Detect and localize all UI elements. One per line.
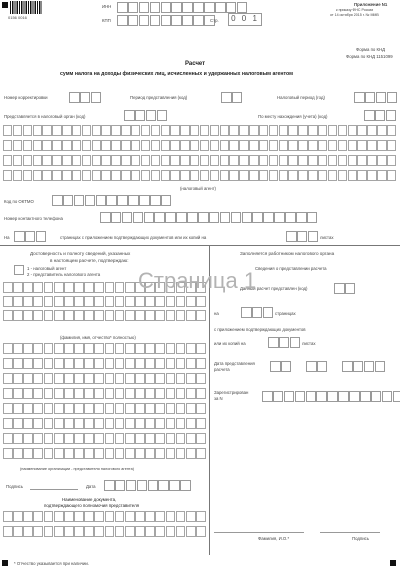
confirm-heading-1: Достоверность и полноту сведений, указанных: [30, 251, 131, 256]
appendix-sub2: от 14 октября 2015 г. № ММВ: [330, 13, 379, 17]
official-sign-line: [320, 532, 380, 533]
section-divider: [0, 245, 400, 246]
page-number: 0 0 1: [231, 14, 259, 23]
pages-word: страницах: [275, 311, 296, 316]
rep-date-year[interactable]: [342, 361, 386, 372]
official-heading: Заполняется работником налогового органа: [240, 251, 335, 256]
appendix-text-2: или их копий на: [214, 341, 246, 346]
reg-number-cells[interactable]: [262, 391, 400, 402]
official-surname-label: Фамилия, И.О.*: [258, 536, 290, 541]
info-label: Сведения о представлении расчета: [255, 266, 327, 271]
org-row-1[interactable]: [3, 343, 206, 354]
official-sign-label: Подпись: [352, 536, 370, 541]
agent-name-row-2[interactable]: [3, 140, 397, 151]
corner-marker-top-left: [2, 2, 8, 8]
pages-cells[interactable]: [14, 231, 47, 242]
fio-caption: (фамилия, имя, отчество* полностью): [60, 335, 136, 340]
agent-name-row-1[interactable]: [3, 125, 397, 136]
inn-label: ИНН: [102, 4, 112, 9]
barcode: [10, 1, 42, 14]
agent-name-row-4[interactable]: [3, 170, 397, 181]
oktmo-label: Код по ОКТМО: [4, 199, 34, 204]
kpp-label: КПП: [102, 18, 111, 23]
appendix-text-1: с приложением подтверждающих документов: [214, 327, 306, 332]
represent-code-label: Данный расчет представлен (код): [240, 286, 308, 291]
org-row-4[interactable]: [3, 388, 206, 399]
tax-authority-label: Представляется в налоговый орган (код): [4, 114, 86, 119]
org-row-3[interactable]: [3, 373, 206, 384]
form-code: Форма по КНД 1151099: [346, 54, 393, 59]
option-agent: 1 - налоговый агент: [27, 266, 67, 271]
date-label: Дата: [86, 484, 96, 489]
tax-period-label: Налоговый период (год): [277, 95, 325, 100]
pages-label: На: [4, 235, 10, 240]
reg-text-2: за N: [214, 396, 223, 401]
signature-label: Подпись: [6, 484, 24, 489]
page-watermark: Страница 1: [138, 268, 257, 293]
page-number-box: [228, 13, 262, 26]
signature-line: [30, 489, 78, 490]
fio-row-3[interactable]: [3, 310, 206, 321]
form-title: Расчет: [185, 61, 206, 67]
fio-row-2[interactable]: [3, 296, 206, 307]
agent-caption: (налоговый агент): [180, 186, 216, 191]
official-surname-line: [214, 532, 304, 533]
confirm-heading-2: в настоящем расчете, подтверждаю:: [50, 258, 129, 263]
doc-row-2[interactable]: [3, 526, 206, 537]
sheets-cells[interactable]: [286, 231, 319, 242]
appendix-sheets-cells[interactable]: [268, 337, 301, 348]
footnote: * Отчество указывается при наличии.: [14, 561, 89, 566]
signer-type-box[interactable]: [14, 265, 24, 275]
inn-cells[interactable]: [117, 2, 248, 13]
appendix-sub1: к приказу ФНС России: [336, 8, 374, 12]
oktmo-cells[interactable]: [52, 195, 172, 206]
period-cells[interactable]: [221, 92, 243, 103]
date-text-2: расчета: [214, 367, 230, 372]
org-row-8[interactable]: [3, 448, 206, 459]
correction-cells[interactable]: [69, 92, 102, 103]
form-subtitle: сумм налога на доходы физических лиц, исчисленных и удержанных налоговым агентом: [60, 71, 293, 77]
tax-authority-cells[interactable]: [124, 110, 168, 121]
rep-date-day[interactable]: [270, 361, 292, 372]
date-text-1: Дата представления: [214, 361, 255, 366]
pages-text: страницах с приложением подтверждающих документов или их копий на: [60, 235, 207, 240]
doc-caption-1: Наименование документа,: [62, 497, 117, 502]
rep-date-month[interactable]: [306, 361, 328, 372]
correction-label: Номер корректировки: [4, 95, 48, 100]
corner-marker-bottom-left: [2, 560, 8, 566]
period-label: Период представления (код): [130, 95, 188, 100]
org-row-6[interactable]: [3, 418, 206, 429]
on-label: на: [214, 311, 219, 316]
agent-name-row-3[interactable]: [3, 155, 397, 166]
appendix-label: Приложение N1: [354, 2, 388, 7]
knd-label: Форма по КНД: [356, 47, 386, 52]
pages-count-cells[interactable]: [241, 307, 274, 318]
org-row-7[interactable]: [3, 433, 206, 444]
page-label: Стр.: [210, 18, 219, 23]
corner-marker-bottom-right: [390, 560, 396, 566]
doc-row-1[interactable]: [3, 511, 206, 522]
org-row-2[interactable]: [3, 358, 206, 369]
sheets-label: листах: [320, 235, 334, 240]
barcode-number: 0156 0016: [8, 15, 27, 20]
location-label: По месту нахождения (учета) (код): [258, 114, 328, 119]
tax-period-cells[interactable]: [354, 92, 398, 103]
doc-caption-2: подтверждающего полномочия представителя: [44, 503, 140, 508]
phone-label: Номер контактного телефона: [4, 216, 63, 221]
kpp-cells[interactable]: [117, 15, 215, 26]
reg-text-1: Зарегистрирован: [214, 390, 249, 395]
represent-code-cells[interactable]: [334, 283, 356, 294]
date-cells[interactable]: [104, 480, 191, 491]
option-representative: 2 - представитель налогового агента: [27, 272, 101, 277]
org-caption: (наименование организации - представителя налогового агента): [20, 467, 134, 471]
org-row-5[interactable]: [3, 403, 206, 414]
sheets-word: листах: [302, 341, 316, 346]
location-cells[interactable]: [364, 110, 397, 121]
phone-cells[interactable]: [100, 212, 318, 223]
